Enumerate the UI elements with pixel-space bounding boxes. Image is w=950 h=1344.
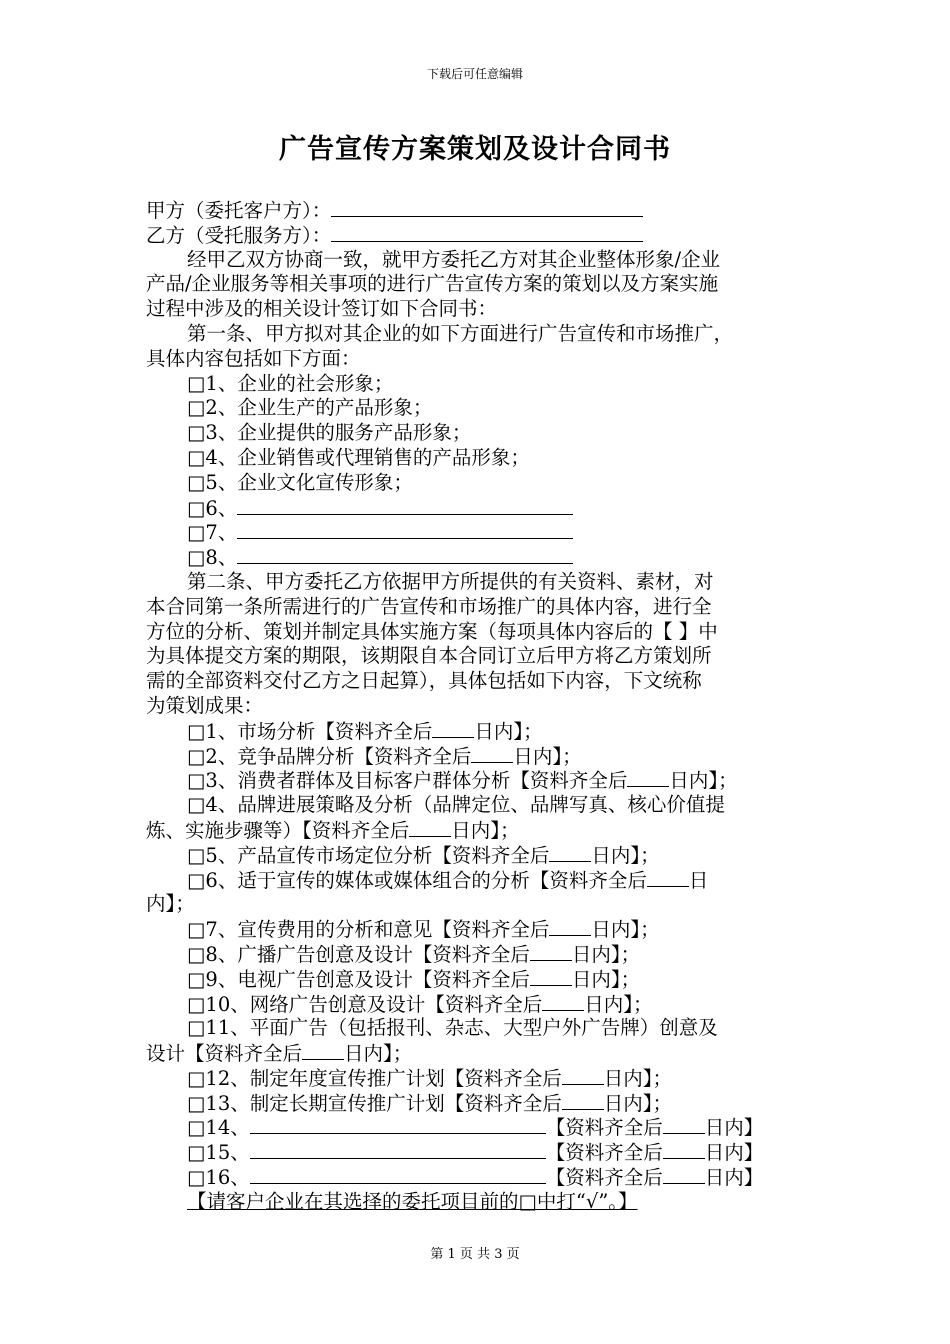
days-blank[interactable] bbox=[627, 768, 669, 787]
blank-line[interactable] bbox=[237, 520, 573, 539]
days-blank[interactable] bbox=[549, 843, 591, 862]
header-note: 下载后可任意编辑 bbox=[426, 67, 523, 81]
list-item-suffix: 日 bbox=[688, 868, 709, 892]
days-blank[interactable] bbox=[549, 917, 591, 936]
list-item-text: □11、平面广告（包括报刊、杂志、大型户外广告牌）创意及 bbox=[187, 1016, 718, 1040]
list-item-label: □15、 bbox=[187, 1141, 250, 1165]
article-2-line: 为策划成果： bbox=[146, 693, 264, 717]
days-blank[interactable] bbox=[409, 818, 451, 837]
list-item[interactable] bbox=[146, 1016, 818, 1041]
contract-body bbox=[146, 198, 818, 1215]
list-item-text: 【资料齐全后 bbox=[545, 1141, 663, 1165]
list-item[interactable]: □1、企业的社会形象； bbox=[187, 371, 394, 395]
list-item-blank[interactable] bbox=[146, 1165, 818, 1190]
list-item-suffix: 日内】； bbox=[571, 967, 641, 991]
list-item[interactable] bbox=[146, 744, 818, 769]
document-title: 广告宣传方案策划及设计合同书 bbox=[279, 134, 671, 165]
party-b-line bbox=[146, 223, 818, 248]
days-blank[interactable] bbox=[663, 1165, 705, 1184]
blank-line[interactable] bbox=[237, 496, 573, 515]
party-b-blank[interactable] bbox=[331, 223, 643, 242]
blank-line[interactable] bbox=[237, 545, 573, 564]
article-2-line: 方位的分析、策划并制定具体实施方案（每项具体内容后的【 】中 bbox=[146, 619, 718, 643]
list-item-text: □10、网络广告创意及设计【资料齐全后 bbox=[187, 992, 543, 1016]
article-2 bbox=[146, 570, 818, 719]
list-item-text: □13、制定长期宣传推广计划【资料齐全后 bbox=[187, 1091, 562, 1115]
party-a-blank[interactable] bbox=[331, 198, 643, 217]
list-item-text: □5、产品宣传市场定位分析【资料齐全后 bbox=[187, 843, 550, 867]
list-item-text: 炼、实施步骤等）【资料齐全后 bbox=[146, 818, 410, 842]
days-blank[interactable] bbox=[562, 1066, 604, 1085]
intro-line: 经甲乙双方协商一致，就甲方委托乙方对其企业整体形象/企业 bbox=[187, 247, 721, 271]
days-blank[interactable] bbox=[530, 942, 572, 961]
list-item[interactable] bbox=[146, 843, 818, 868]
list-item-blank[interactable] bbox=[146, 545, 818, 570]
days-blank[interactable] bbox=[663, 1140, 705, 1159]
list-item[interactable]: □4、企业销售或代理销售的产品形象； bbox=[187, 445, 530, 469]
list-item[interactable] bbox=[146, 1091, 818, 1116]
list-item-suffix: 日内】 bbox=[704, 1116, 764, 1140]
list-item-suffix: 日内】； bbox=[571, 942, 641, 966]
list-item-suffix: 日内】； bbox=[591, 843, 660, 867]
list-item-text: □12、制定年度宣传推广计划【资料齐全后 bbox=[187, 1066, 562, 1090]
article-1-items bbox=[146, 372, 818, 570]
list-item[interactable] bbox=[146, 818, 818, 843]
list-item-blank[interactable] bbox=[146, 496, 818, 521]
days-blank[interactable] bbox=[530, 967, 572, 986]
list-item-blank[interactable] bbox=[146, 520, 818, 545]
list-item[interactable] bbox=[146, 868, 818, 893]
list-item-suffix: 日内】； bbox=[584, 992, 653, 1016]
list-item-text: □4、品牌进展策略及分析（品牌定位、品牌写真、核心价值提 bbox=[187, 793, 725, 817]
list-item[interactable] bbox=[146, 719, 818, 744]
days-blank[interactable] bbox=[302, 1041, 344, 1060]
list-item-text: □9、电视广告创意及设计【资料齐全后 bbox=[187, 967, 530, 991]
article-1-line: 第一条、甲方拟对其企业的如下方面进行广告宣传和市场推广， bbox=[187, 321, 734, 345]
days-blank[interactable] bbox=[471, 744, 513, 763]
intro-line: 过程中涉及的相关设计签订如下合同书： bbox=[146, 297, 498, 321]
list-item-label: □6、 bbox=[187, 496, 238, 520]
blank-line[interactable] bbox=[250, 1165, 546, 1184]
list-item-text: □6、适于宣传的媒体或媒体组合的分析【资料齐全后 bbox=[187, 868, 647, 892]
deliverables-list bbox=[146, 719, 818, 1116]
blank-line[interactable] bbox=[250, 1140, 546, 1159]
list-item-text: □1、市场分析【资料齐全后 bbox=[187, 719, 433, 743]
list-item-blank[interactable] bbox=[146, 1140, 818, 1165]
list-item-suffix: 日内】； bbox=[603, 1066, 673, 1090]
party-a-line bbox=[146, 198, 818, 223]
days-blank[interactable] bbox=[647, 868, 689, 887]
list-item-suffix: 日内】； bbox=[451, 818, 520, 842]
list-item-suffix: 日内】； bbox=[344, 1042, 413, 1066]
list-item-text: □3、消费者群体及目标客户群体分析【资料齐全后 bbox=[187, 769, 628, 793]
checkbox-note: 【请客户企业在其选择的委托项目前的□中打“√”。】 bbox=[187, 1189, 638, 1213]
list-item[interactable] bbox=[146, 917, 818, 942]
article-1 bbox=[146, 322, 818, 372]
list-item-suffix: 日内】； bbox=[591, 918, 660, 942]
days-blank[interactable] bbox=[432, 719, 474, 738]
party-b-label: 乙方（受托服务方）： bbox=[146, 223, 332, 247]
list-item-text: 【资料齐全后 bbox=[545, 1166, 663, 1190]
list-item[interactable] bbox=[146, 768, 818, 793]
list-item[interactable]: □2、企业生产的产品形象； bbox=[187, 396, 433, 420]
list-item-text: □7、宣传费用的分析和意见【资料齐全后 bbox=[187, 918, 550, 942]
list-item-suffix: 日内】 bbox=[704, 1141, 764, 1165]
days-blank[interactable] bbox=[562, 1091, 604, 1110]
list-item[interactable] bbox=[146, 892, 818, 917]
list-item[interactable] bbox=[146, 793, 818, 818]
page-footer: 第 1 页 共 3 页 bbox=[430, 1247, 520, 1262]
list-item-label: □14、 bbox=[187, 1116, 250, 1140]
days-blank[interactable] bbox=[663, 1115, 705, 1134]
list-item-text: 【资料齐全后 bbox=[545, 1116, 663, 1140]
list-item[interactable]: □5、企业文化宣传形象； bbox=[187, 470, 413, 494]
list-item[interactable] bbox=[146, 1066, 818, 1091]
list-item-suffix: 日内】； bbox=[474, 719, 543, 743]
blank-line[interactable] bbox=[250, 1115, 546, 1134]
list-item-suffix: 日内】； bbox=[603, 1091, 673, 1115]
article-2-line: 本合同第一条所需进行的广告宣传和市场推广的具体内容，进行全 bbox=[146, 594, 712, 618]
article-1-line: 具体内容包括如下方面： bbox=[146, 346, 361, 370]
intro-line: 产品/企业服务等相关事项的进行广告宣传方案的策划以及方案实施 bbox=[146, 272, 719, 296]
article-2-line: 为具体提交方案的期限，该期限自本合同订立后甲方将乙方策划所 bbox=[146, 644, 712, 668]
article-2-line: 需的全部资料交付乙方之日起算），具体包括如下内容，下文统称 bbox=[146, 669, 702, 693]
party-a-label: 甲方（委托客户方）： bbox=[146, 199, 332, 222]
checkbox-note-line bbox=[146, 1190, 818, 1215]
list-item-text: □2、竞争品牌分析【资料齐全后 bbox=[187, 744, 472, 768]
blank-deliverables-list bbox=[146, 1115, 818, 1189]
list-item[interactable]: □3、企业提供的服务产品形象； bbox=[187, 421, 472, 445]
list-item[interactable] bbox=[146, 992, 818, 1017]
list-item[interactable] bbox=[146, 1041, 818, 1066]
list-item[interactable] bbox=[146, 967, 818, 992]
list-item-label: □16、 bbox=[187, 1166, 250, 1190]
list-item[interactable] bbox=[146, 942, 818, 967]
list-item-suffix: 日内】； bbox=[669, 769, 738, 793]
list-item-suffix: 日内】； bbox=[513, 744, 582, 768]
article-2-line: 第二条、甲方委托乙方依据甲方所提供的有关资料、素材，对 bbox=[187, 569, 714, 593]
list-item-label: □7、 bbox=[187, 521, 238, 545]
days-blank[interactable] bbox=[542, 992, 584, 1011]
list-item-label: □8、 bbox=[187, 546, 238, 570]
list-item-text: □8、广播广告创意及设计【资料齐全后 bbox=[187, 942, 530, 966]
list-item-text: 设计【资料齐全后 bbox=[146, 1042, 303, 1066]
list-item-text: 内】； bbox=[146, 892, 195, 916]
list-item-blank[interactable] bbox=[146, 1115, 818, 1140]
intro-paragraph bbox=[146, 248, 818, 322]
list-item-suffix: 日内】 bbox=[704, 1166, 764, 1190]
